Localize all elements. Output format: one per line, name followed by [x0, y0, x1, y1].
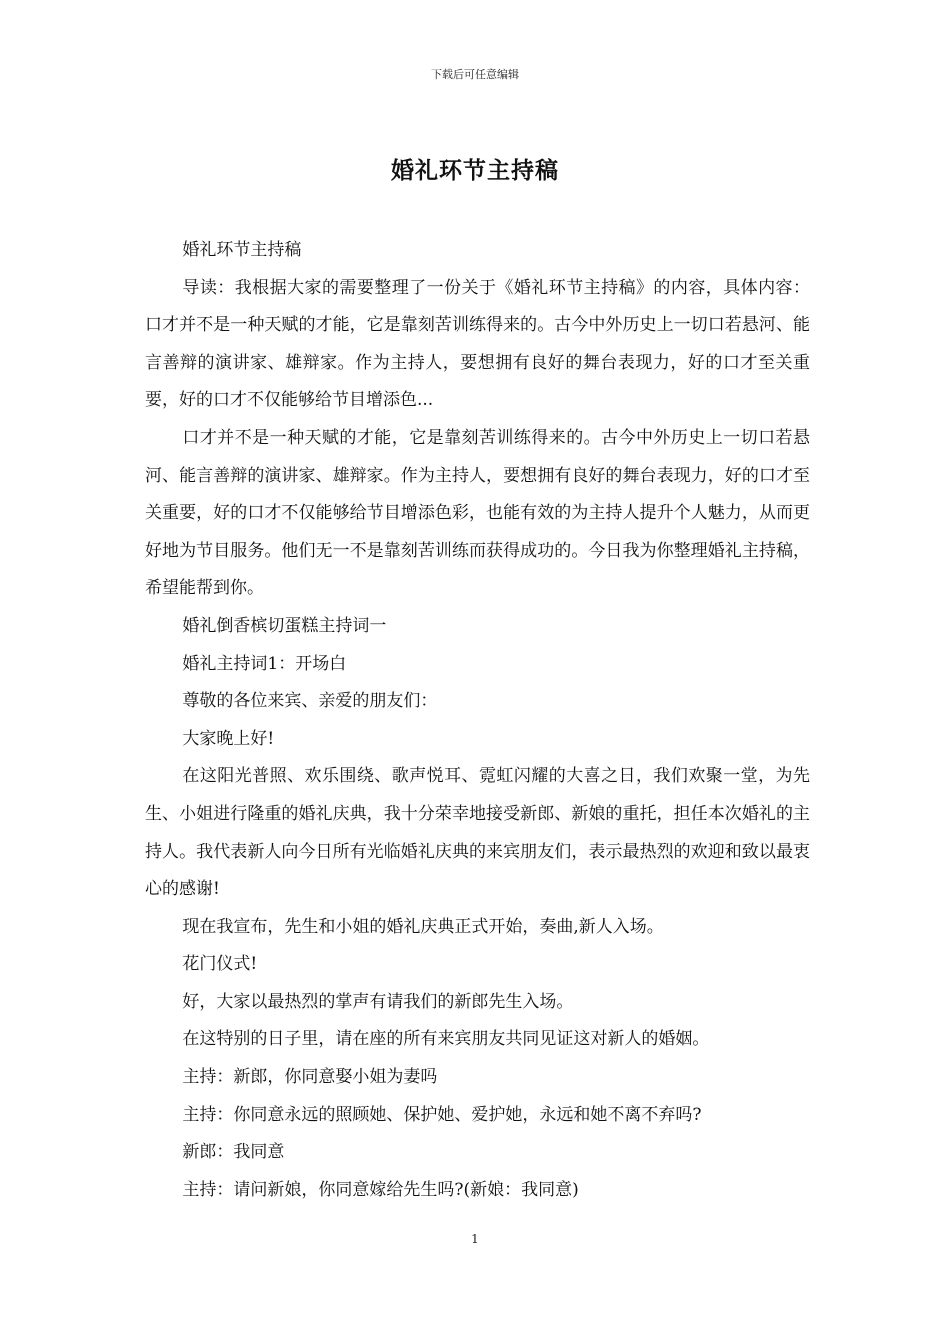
paragraph-host-question-1: 主持：新郎，你同意娶小姐为妻吗 [182, 1067, 438, 1088]
paragraph-opening-heading: 婚礼主持词1：开场白 [182, 653, 347, 674]
paragraph-groom-answer: 新郎：我同意 [182, 1142, 285, 1163]
paragraph-flower-gate: 花门仪式! [182, 954, 258, 975]
paragraph-eloquence: 口才并不是一种天赋的才能，它是靠刻苦训练得来的。古今中外历史上一切口若悬河、能言善辩的演讲家、雄辩家。作为主持人，要想拥有良好的舞台表现力，好的口才至关重要，好的口才不仅能够给节目增添色彩，也能有效的为主持人提升个人魅力，从而更好地为节目服务。他们无一不是靠刻苦训练而获得成功的。今日我为你整理婚礼主持稿，希望能帮到你。 [145, 427, 810, 599]
paragraph-host-question-2: 主持：你同意永远的照顾她、保护她、爱护她，永远和她不离不弃吗? [182, 1104, 702, 1125]
paragraph-groom-entrance: 好，大家以最热烈的掌声有请我们的新郎先生入场。 [182, 991, 574, 1012]
paragraph-section-heading: 婚礼倒香槟切蛋糕主持词一 [182, 615, 387, 636]
paragraph-welcome: 在这阳光普照、欢乐围绕、歌声悦耳、霓虹闪耀的大喜之日，我们欢聚一堂，为先生、小姐进行隆重的婚礼庆典，我十分荣幸地接受新郎、新娘的重托，担任本次婚礼的主持人。我代表新人向今日所有光临婚礼庆典的来宾朋友们，表示最热烈的欢迎和致以最衷心的感谢! [145, 766, 810, 900]
paragraph-witness: 在这特别的日子里，请在座的所有来宾朋友共同见证这对新人的婚姻。 [182, 1029, 710, 1050]
paragraph-greeting: 大家晚上好! [182, 728, 275, 749]
paragraph-subtitle: 婚礼环节主持稿 [182, 240, 302, 260]
paragraph-host-question-3: 主持：请问新娘，你同意嫁给先生吗?(新娘：我同意) [182, 1179, 579, 1200]
page-number: 1 [471, 1232, 479, 1246]
paragraph-announcement: 现在我宣布，先生和小姐的婚礼庆典正式开始，奏曲,新人入场。 [182, 916, 664, 937]
paragraph-salutation: 尊敬的各位来宾、亲爱的朋友们： [182, 691, 438, 712]
header-note: 下载后可任意编辑 [431, 68, 519, 81]
document-title: 婚礼环节主持稿 [391, 157, 559, 184]
document-body [145, 232, 810, 1209]
paragraph-intro: 导读：我根据大家的需要整理了一份关于《婚礼环节主持稿》的内容，具体内容：口才并不是一种天赋的才能，它是靠刻苦训练得来的。古今中外历史上一切口若悬河、能言善辩的演讲家、雄辩家。作为主持人，要想拥有良好的舞台表现力，好的口才至关重要，好的口才不仅能够给节目增添色... [145, 277, 810, 411]
